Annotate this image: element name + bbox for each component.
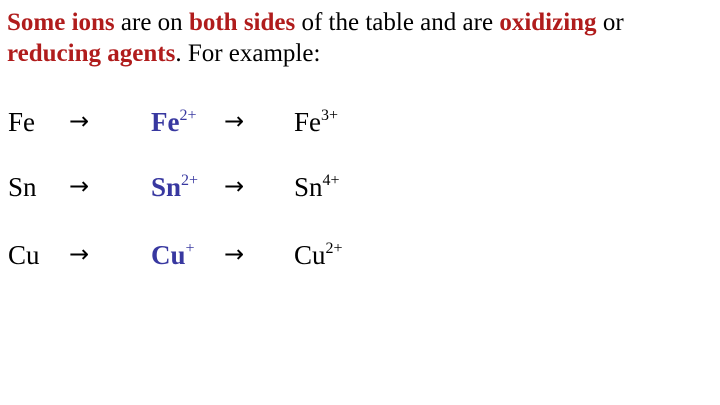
intro-text-part: . For example: xyxy=(175,40,321,67)
ion-base: Fe xyxy=(151,107,180,137)
ion-base: Cu xyxy=(151,240,186,270)
intro-text-part: of the table and are xyxy=(295,9,500,36)
ion-base: Sn xyxy=(294,172,323,202)
ion-charge: 2+ xyxy=(181,172,199,189)
element-symbol: Sn xyxy=(8,172,37,202)
ion-charge: + xyxy=(185,240,195,257)
ion-base: Fe xyxy=(294,107,321,137)
intro-text-part: are on xyxy=(114,9,189,36)
intro-text-part: or xyxy=(596,9,624,36)
ion-base: Sn xyxy=(151,172,182,202)
ion-row-iron xyxy=(0,107,720,147)
ion-charge: 2+ xyxy=(179,107,197,124)
ion-base: Cu xyxy=(294,240,326,270)
element-symbol: Fe xyxy=(8,107,35,137)
ion-charge: 3+ xyxy=(321,107,339,124)
higher-ion xyxy=(294,240,343,271)
right-arrow-icon: → xyxy=(224,240,245,268)
ion-row-tin xyxy=(0,172,720,212)
intro-highlight-reducing-agents: reducing agents xyxy=(7,40,176,67)
right-arrow-icon: → xyxy=(69,172,90,200)
ion-row-copper xyxy=(0,240,720,280)
intermediate-ion xyxy=(151,172,198,203)
right-arrow-icon: → xyxy=(224,107,245,135)
ion-charge: 4+ xyxy=(322,172,340,189)
right-arrow-icon: → xyxy=(69,240,90,268)
element-symbol: Cu xyxy=(8,240,40,270)
higher-ion xyxy=(294,107,338,138)
intro-highlight-both-sides: both sides xyxy=(188,9,296,36)
intro-text xyxy=(7,7,713,69)
intro-highlight-some-ions: Some ions xyxy=(7,9,115,36)
intermediate-ion xyxy=(151,107,197,138)
higher-ion xyxy=(294,172,340,203)
intermediate-ion xyxy=(151,240,195,271)
intro-highlight-oxidizing: oxidizing xyxy=(499,9,597,36)
ion-charge: 2+ xyxy=(325,240,343,257)
right-arrow-icon: → xyxy=(69,107,90,135)
right-arrow-icon: → xyxy=(224,172,245,200)
